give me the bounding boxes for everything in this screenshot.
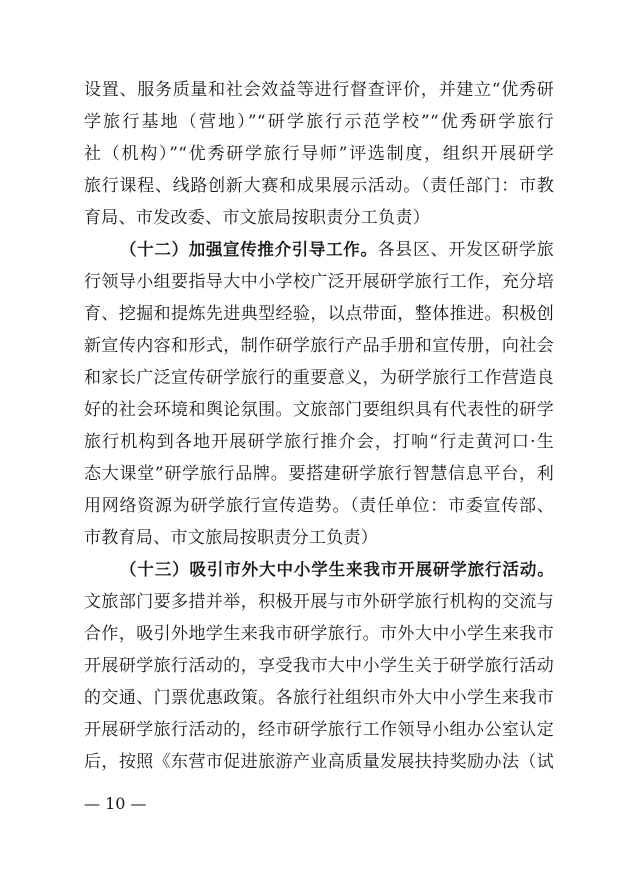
text-line: 行领导小组要指导大中小学校广泛开展研学旅行工作，充分培 [84,272,554,292]
text-line: 旅行课程、线路创新大赛和成果展示活动。（责任部门：市教 [84,176,554,196]
text-line: 态大课堂”研学旅行品牌。要搭建研学旅行智慧信息平台，利 [84,464,554,484]
section-13-heading: （十三）吸引市外大中小学生来我市开展研学旅行活动。 [120,560,554,579]
text-line: 后，按照《东营市促进旅游产业高质量发展扶持奖励办法（试 [84,752,554,772]
text-line: 新宣传内容和形式，制作研学旅行产品手册和宣传册，向社会 [84,336,554,356]
text-line: 文旅部门要多措并举，积极开展与市外研学旅行机构的交流与 [84,592,554,612]
section-13-first-line [84,554,554,586]
section-12-heading: （十二）加强宣传推介引导工作。 [120,240,378,259]
text-line: 设置、服务质量和社会效益等进行督查评价，并建立“优秀研 [84,80,554,100]
text-line: 社（机构）”“优秀研学旅行导师”评选制度，组织开展研学 [84,144,554,164]
text-line: 好的社会环境和舆论氛围。文旅部门要组织具有代表性的研学 [84,400,554,420]
page-number: — 10 — [84,794,147,813]
text-line: 用网络资源为研学旅行宣传造势。（责任单位：市委宣传部、 [84,496,554,516]
section-12-first-line-text: 各县区、开发区研学旅 [377,240,554,260]
text-line: 学旅行基地（营地）”“研学旅行示范学校”“优秀研学旅行 [84,112,554,132]
text-line: 和家长广泛宣传研学旅行的重要意义，为研学旅行工作营造良 [84,368,554,388]
text-line: 的交通、门票优惠政策。各旅行社组织市外大中小学生来我市 [84,688,554,708]
text-line: 合作，吸引外地学生来我市研学旅行。市外大中小学生来我市 [84,624,554,644]
text-line: 市教育局、市文旅局按职责分工负责） [84,528,379,548]
text-line: 旅行机构到各地开展研学旅行推介会，打响“行走黄河口·生 [84,432,554,452]
section-12-first-line [84,234,554,266]
body-text [84,74,554,778]
text-line: 开展研学旅行活动的，享受我市大中小学生关于研学旅行活动 [84,656,554,676]
text-line: 育、挖掘和提炼先进典型经验，以点带面，整体推进。积极创 [84,304,554,324]
text-line: 开展研学旅行活动的，经市研学旅行工作领导小组办公室认定 [84,720,554,740]
text-line: 育局、市发改委、市文旅局按职责分工负责） [84,208,430,228]
